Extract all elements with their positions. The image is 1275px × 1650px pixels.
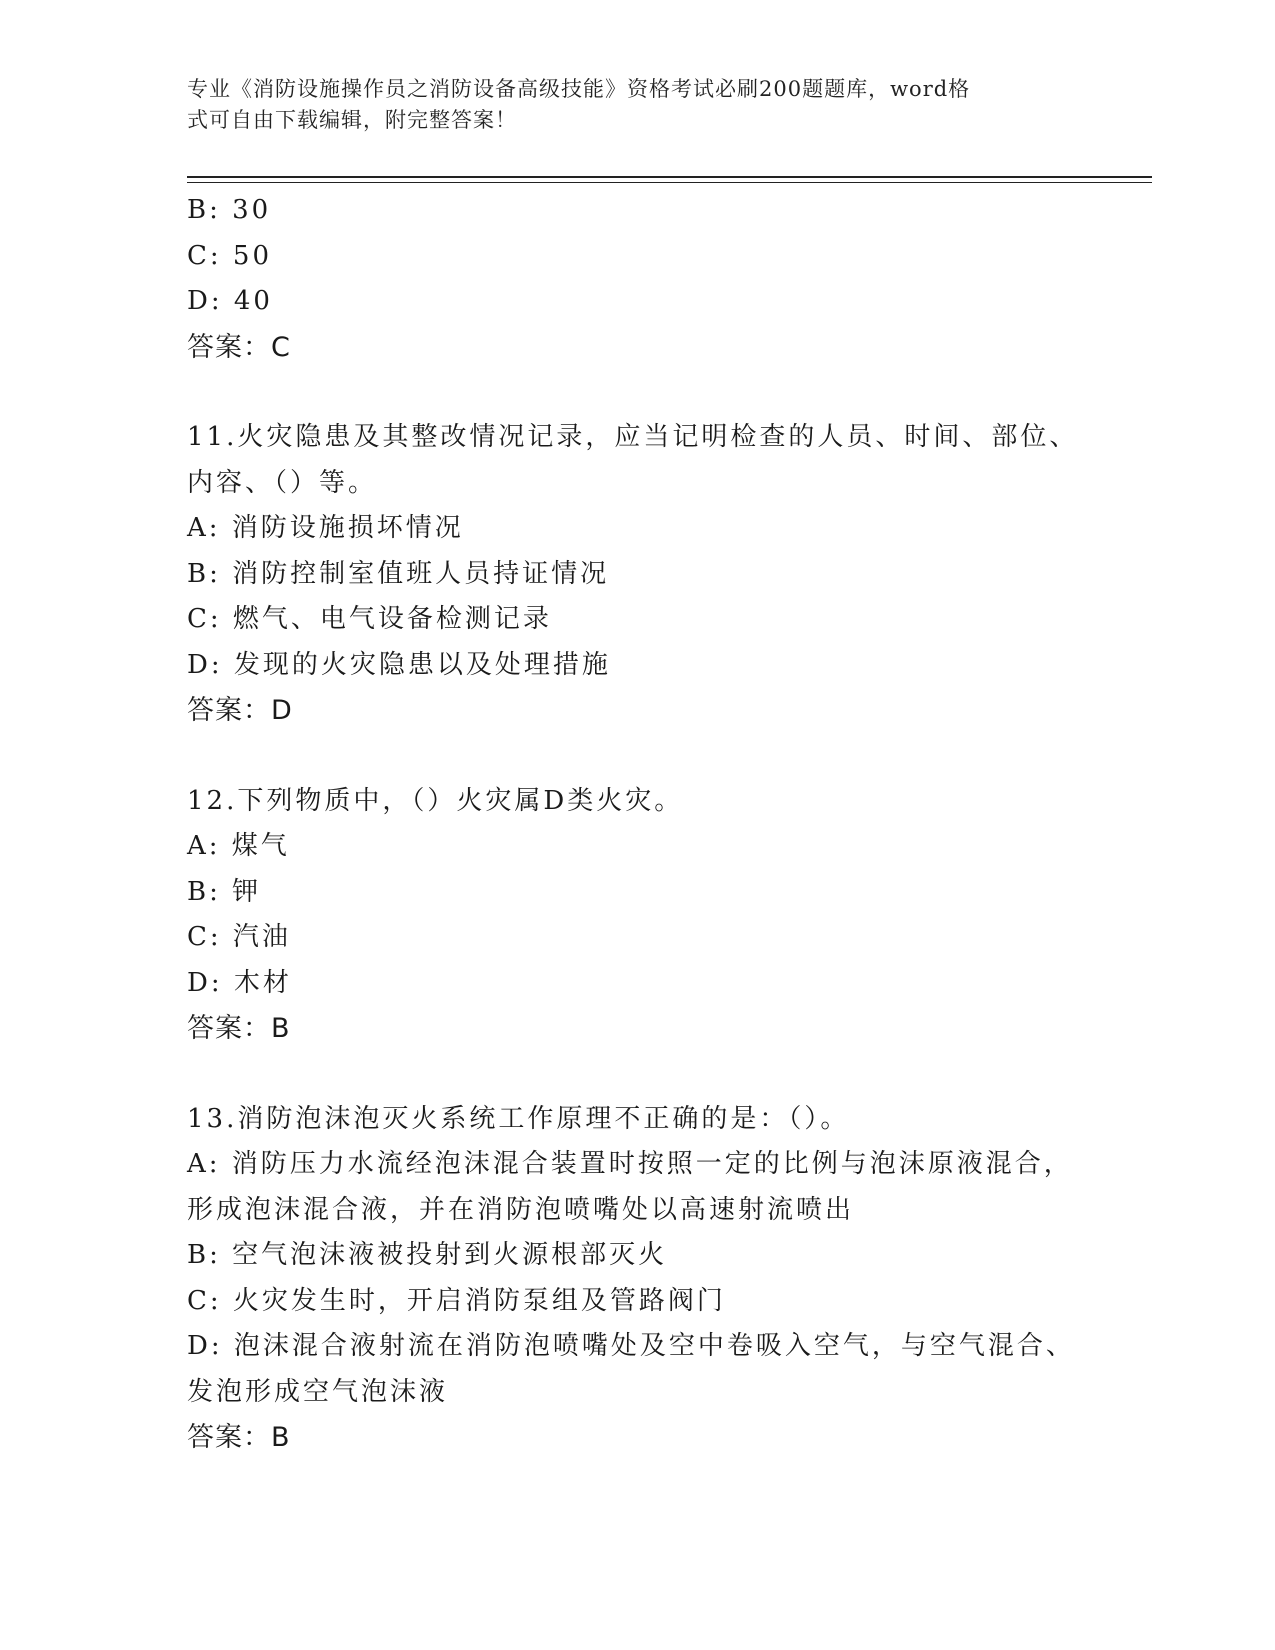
question-block-10 (187, 188, 1087, 370)
option-d-continued: 发泡形成空气泡沫液 (187, 1376, 449, 1407)
option-b: B: 30 (187, 195, 272, 225)
question-stem: 13.消防泡沫泡灭火系统工作原理不正确的是：（）。 (187, 1103, 850, 1134)
option-d: D: 40 (187, 286, 273, 316)
option-b: B: 空气泡沫液被投射到火源根部灭火 (187, 1240, 668, 1270)
option-d: D: 发现的火灾隐患以及处理措施 (187, 649, 611, 680)
question-block-11 (187, 415, 1087, 734)
document-header (187, 74, 1067, 136)
option-b: B: 消防控制室值班人员持证情况 (187, 558, 610, 589)
option-d: D: 泡沫混合液射流在消防泡喷嘴处及空中卷吸入空气，与空气混合、 (187, 1331, 1075, 1361)
option-c: C: 汽油 (187, 922, 291, 952)
answer-label: 答案：D (187, 695, 293, 726)
option-c: C: 燃气、电气设备检测记录 (187, 604, 552, 634)
option-b: B: 钾 (187, 876, 262, 907)
question-content (187, 188, 1087, 1461)
answer-label: 答案：C (187, 331, 291, 363)
option-c: C: 50 (187, 240, 273, 271)
option-a: A: 煤气 (187, 831, 290, 861)
header-title-line-1: 专业《消防设施操作员之消防设备高级技能》资格考试必刷200题题库，word格 (187, 77, 971, 101)
answer-label: 答案：B (187, 1013, 291, 1044)
header-rule-thick (187, 176, 1152, 178)
question-stem: 12.下列物质中，（）火灾属D类火灾。 (187, 785, 684, 816)
question-stem: 11.火灾隐患及其整改情况记录，应当记明检查的人员、时间、部位、 (187, 422, 1079, 452)
option-a: A: 消防设施损坏情况 (187, 513, 464, 543)
question-block-12 (187, 779, 1087, 1052)
option-a: A: 消防压力水流经泡沫混合装置时按照一定的比例与泡沫原液混合， (187, 1149, 1073, 1179)
header-rule-thin (187, 182, 1152, 183)
option-d: D: 木材 (187, 967, 292, 998)
option-a-continued: 形成泡沫混合液，并在消防泡喷嘴处以高速射流喷出 (187, 1194, 855, 1225)
option-c: C: 火灾发生时，开启消防泵组及管路阀门 (187, 1285, 726, 1316)
question-stem: 内容、（）等。 (187, 467, 378, 498)
answer-label: 答案：B (187, 1422, 291, 1453)
question-block-13 (187, 1097, 1087, 1461)
header-title-line-2: 式可自由下载编辑，附完整答案！ (187, 108, 517, 132)
